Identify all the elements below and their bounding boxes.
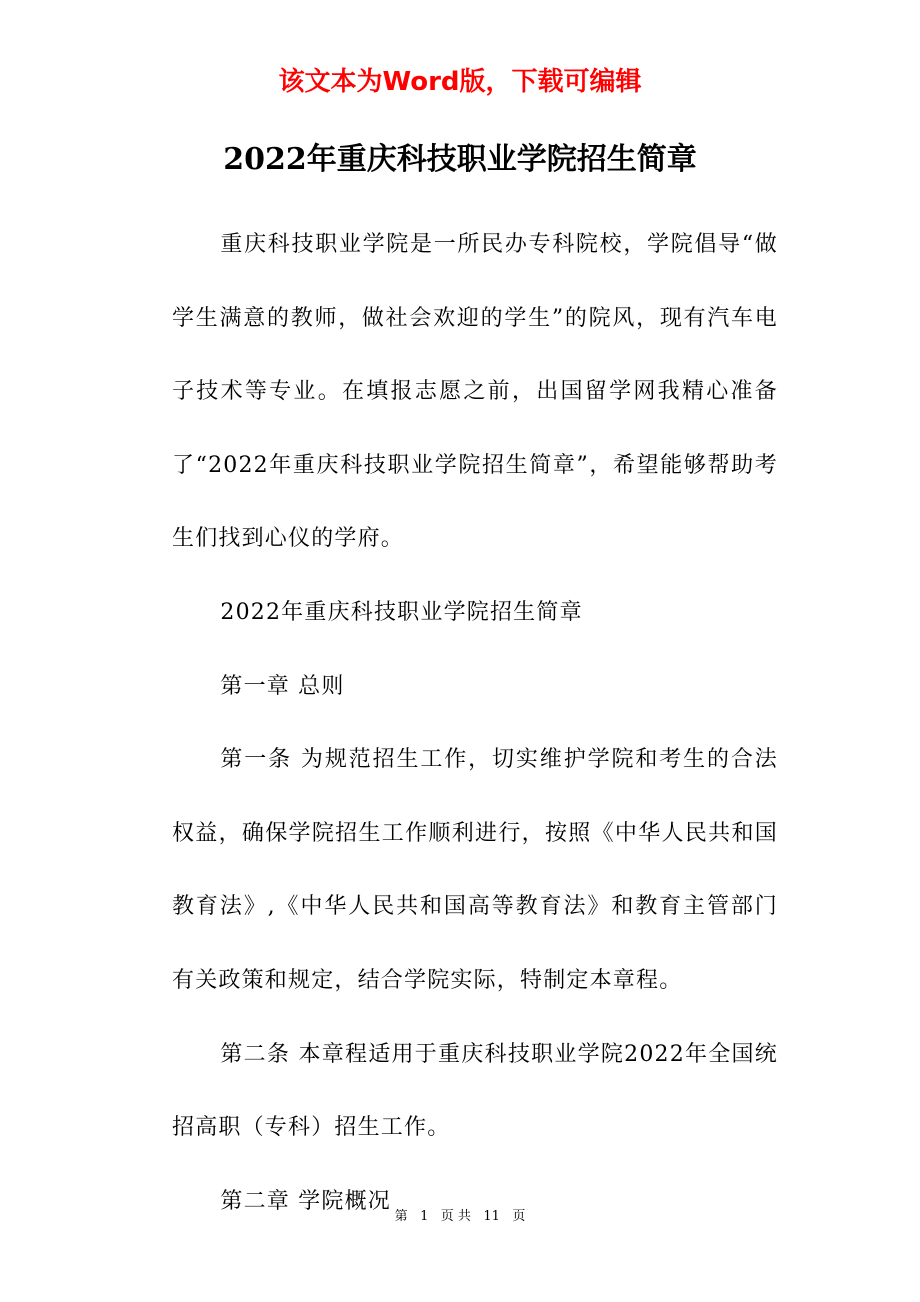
footer-total-pages: 11 [483, 1209, 500, 1224]
article-one-paragraph: 第一条 为规范招生工作，切实维护学院和考生的合法权益，确保学院招生工作顺利进行，按照《中华人民共和国教育法》,《中华人民共和国高等教育法》和教育主管部门有关政策和规定，结合学院实际，特制定本章程。 [172, 747, 778, 993]
document-title: 2022年重庆科技职业学院招生简章 [223, 142, 697, 177]
word-version-banner: 该文本为Word版，下载可编辑 [278, 67, 642, 97]
document-body [172, 208, 778, 1238]
intro-paragraph: 重庆科技职业学院是一所民办专科院校，学院倡导“做学生满意的教师，做社会欢迎的学生”的院风，现有汽车电子技术等专业。在填报志愿之前，出国留学网我精心准备了“2022年重庆科技职业学院招生简章”，希望能够帮助考生们找到心仪的学府。 [172, 232, 778, 552]
footer-suffix: 页 [512, 1209, 526, 1224]
footer-prefix: 第 [394, 1209, 408, 1224]
chapter-one-heading: 第一章 总则 [220, 673, 345, 699]
chapter-two-heading: 第二章 学院概况 [220, 1188, 391, 1214]
page-number-footer [0, 1207, 920, 1227]
section-heading: 2022年重庆科技职业学院招生简章 [220, 599, 583, 625]
article-two-paragraph: 第二条 本章程适用于重庆科技职业学院2022年全国统招高职（专科）招生工作。 [172, 1041, 778, 1141]
footer-page-number: 1 [420, 1209, 429, 1224]
footer-middle: 页 共 [440, 1209, 471, 1224]
